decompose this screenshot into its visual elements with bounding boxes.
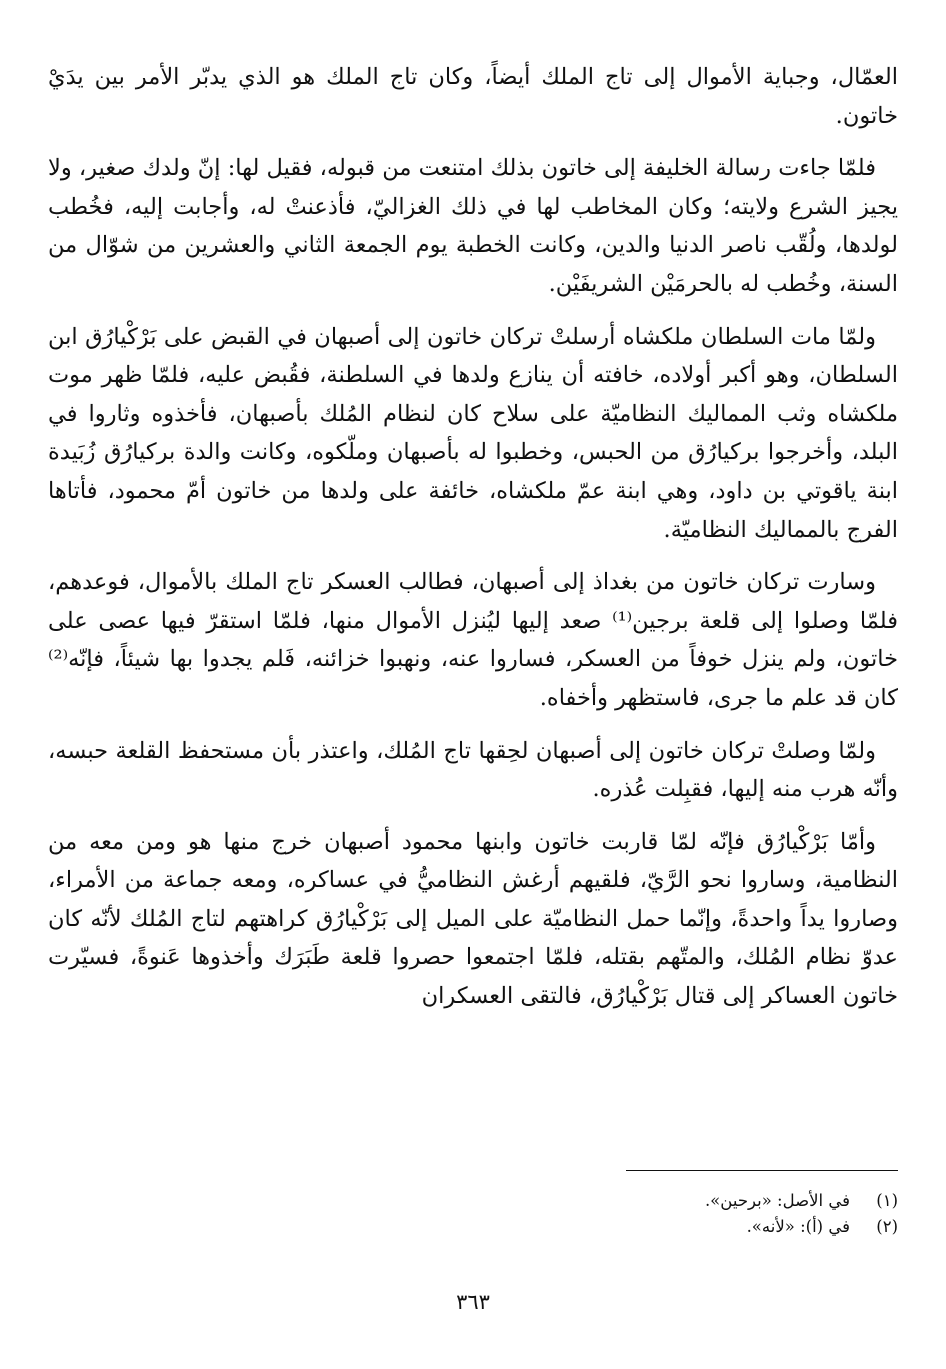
footnote-2 bbox=[48, 1214, 898, 1240]
body-text bbox=[48, 58, 898, 1030]
footnotes bbox=[48, 1188, 898, 1240]
footnote-1 bbox=[48, 1188, 898, 1214]
footnote-text: في (أ): «لأنه». bbox=[746, 1217, 850, 1236]
footnote-divider bbox=[626, 1170, 898, 1171]
document-page bbox=[48, 58, 898, 1348]
footnote-number: (٢) bbox=[876, 1217, 898, 1236]
footnote-number: (١) bbox=[876, 1191, 898, 1210]
paragraph-2: فلمّا جاءت رسالة الخليفة إلى خاتون بذلك امتنعت من قبوله، فقيل لها: إنّ ولدك صغير، ولا يجيز الشرع ولايته؛ وكان المخاطب لها في ذلك الغزاليّ، فأذعنتْ له، وأجابت إليه، فخُطب لولدها، ولُقّب ناصر الدنيا والدين، وكانت الخطبة يوم الجمعة الثاني والعشرين من شوّال من السنة، وخُطب له بالحرمَيْن الشريفَيْن. bbox=[48, 155, 898, 297]
paragraph-5: ولمّا وصلتْ تركان خاتون إلى أصبهان لحِقها تاج المُلك، واعتذر بأن مستحفظ القلعة حبسه، وأنّه هرب منه إليها، فقبِلت عُذره. bbox=[48, 737, 898, 803]
footnote-text: في الأصل: «برحين». bbox=[704, 1191, 850, 1210]
paragraph-3: ولمّا مات السلطان ملكشاه أرسلتْ تركان خاتون إلى أصبهان في القبض على بَرْكْيارُق ابن السلطان، وهو أكبر أولاده، خافته أن ينازع ولدها في السلطنة، فقُبض عليه، فلمّا ظهر موت ملكشاه وثب المماليك النظاميّة على سلاح كان لنظام المُلك بأصبهان، فأخذوه وثاروا في البلد، وأخرجوا بركيارُق من الحبس، وخطبوا له بأصبهان وملّكوه، وكانت والدة بركيارُق زُبَيدة ابنة ياقوتي بن داود، وهي ابنة عمّ ملكشاه، خائفة على ولدها من خاتون أمّ محمود، فأتاها الفرج بالمماليك النظاميّة. bbox=[48, 323, 898, 543]
paragraph-1: العمّال، وجباية الأموال إلى تاج الملك أيضاً، وكان تاج الملك هو الذي يدبّر الأمر بين يدَيْ خاتون. bbox=[48, 64, 898, 129]
paragraph-4: وسارت تركان خاتون من بغداذ إلى أصبهان، فطالب العسكر تاج الملك بالأموال، فوعدهم، فلمّا وصلوا إلى قلعة برجين⁽¹⁾ صعد إليها ليُنزل الأموال منها، فلمّا استقرّ فيها عصى على خاتون، ولم ينزل خوفاً من العسكر، فساروا عنه، ونهبوا خزائنه، فَلم يجدوا بها شيئاً، فإنّه⁽²⁾ كان قد علم ما جرى، فاستظهر وأخفاه. bbox=[48, 569, 898, 711]
paragraph-6: وأمّا بَرْكْيارُق فإنّه لمّا قاربت خاتون وابنها محمود أصبهان خرج منها هو ومن معه من النظامية، وساروا نحو الرَّيّ، فلقيهم أرغش النظاميُّ في عساكره، ومعه جماعة من الأمراء، وصاروا يداً واحدةً، وإنّما حمل النظاميّة على الميل إلى بَرْكْيارُق كراهتهم لتاج المُلك لأنّه كان عدوّ نظام المُلك، والمتّهم بقتله، فلمّا اجتمعوا حصروا قلعة طَبَرَك وأخذوها عَنوةً، فسيّرت خاتون العساكر إلى قتال بَرْكْيارُق، فالتقى العسكران bbox=[48, 828, 898, 1010]
page-number: ٣٦٣ bbox=[456, 1290, 490, 1314]
